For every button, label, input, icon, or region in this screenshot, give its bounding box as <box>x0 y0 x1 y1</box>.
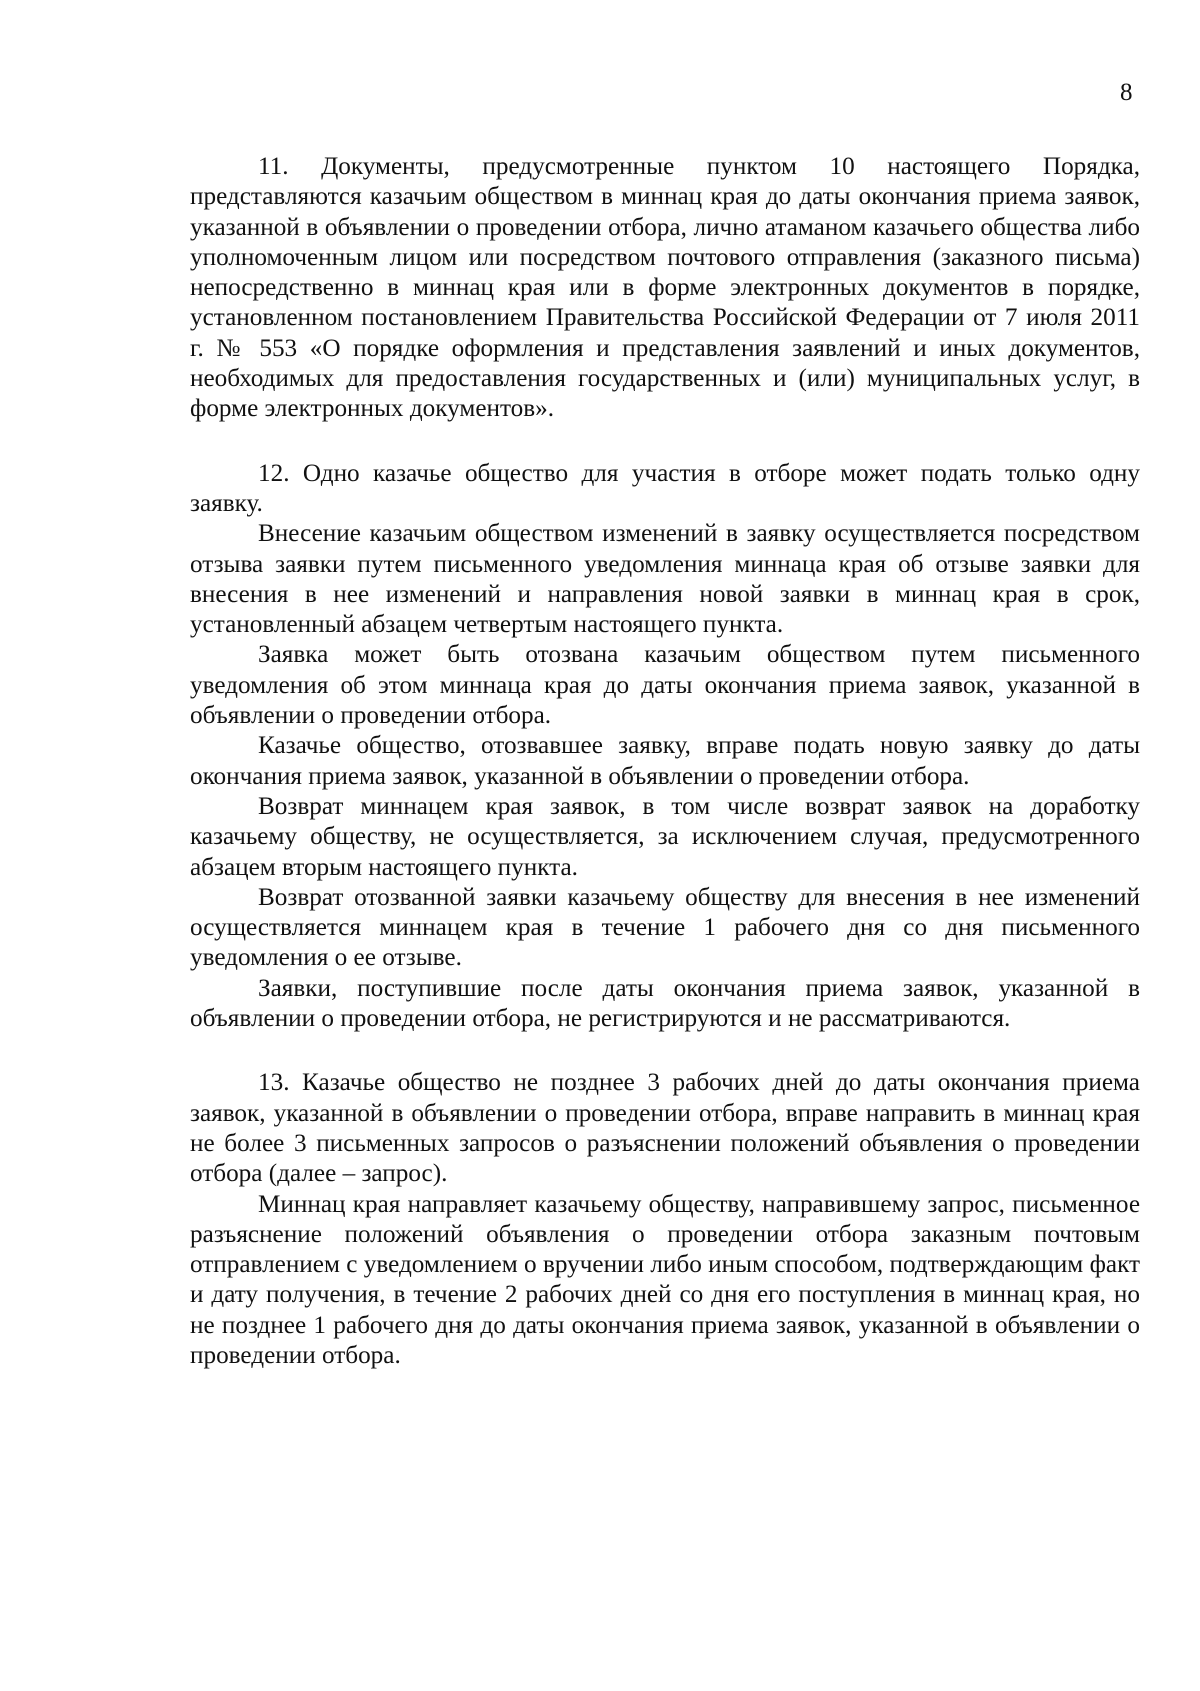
paragraph: Возврат миннацем края заявок, в том числе возврат заявок на доработку казачьему обществу, не осуществляется, за исключением случая, предусмотренного абзацем вторым настоящего пункта. <box>190 792 1140 881</box>
section-item-11 <box>190 152 1140 425</box>
section-item-12 <box>190 459 1140 1035</box>
section-item-13 <box>190 1068 1140 1371</box>
document-body <box>190 152 1140 1371</box>
paragraph: Миннац края направляет казачьему обществу, направившему запрос, письменное разъяснение положений объявления о проведении отбора заказным почтовым отправлением с уведомлением о вручении либо иным способом, подтверждающим факт и дату получения, в течение 2 рабочих дней со дня его поступления в миннац края, но не позднее 1 рабочего дня до даты окончания приема заявок, указанной в объявлении о проведении отбора. <box>190 1190 1140 1369</box>
paragraph: Казачье общество, отозвавшее заявку, вправе подать новую заявку до даты окончания приема заявок, указанной в объявлении о проведении отбора. <box>190 732 1140 790</box>
paragraph: Заявка может быть отозвана казачьим обществом путем письменного уведомления об этом миннаца края до даты окончания приема заявок, указанной в объявлении о проведении отбора. <box>190 641 1140 730</box>
paragraph: 12. Одно казачье общество для участия в отборе может подать только одну заявку. <box>190 459 1140 517</box>
paragraph: Внесение казачьим обществом изменений в заявку осуществляется посредством отзыва заявки путем письменного уведомления миннаца края об отзыве заявки для внесения в нее изменений и направления новой заявки в миннац края в срок, установленный абзацем четвертым настоящего пункта. <box>190 520 1140 639</box>
paragraph: Заявки, поступившие после даты окончания приема заявок, указанной в объявлении о проведении отбора, не регистрируются и не рассматриваются. <box>190 974 1140 1033</box>
paragraph: Возврат отозванной заявки казачьему обществу для внесения в нее изменений осуществляется миннацем края в течение 1 рабочего дня со дня письменного уведомления о ее отзыве. <box>190 883 1140 972</box>
paragraph: 11. Документы, предусмотренные пунктом 10 настоящего Порядка, представляются казачьим обществом в миннац края до даты окончания приема заявок, указанной в объявлении о проведении отбора, лично атаманом казачьего общества либо уполномоченным лицом или посредством почтового отправления (заказного письма) непосредственно в миннац края или в форме электронных документов в порядке, установленном постановлением Правительства Российской Федерации от 7 июля 2011 г. № 553 «О порядке оформления и представления заявлений и иных документов, необходимых для предоставления государственных и (или) муниципальных услуг, в форме электронных документов». <box>190 153 1140 423</box>
paragraph: 13. Казачье общество не позднее 3 рабочих дней до даты окончания приема заявок, указанной в объявлении о проведении отбора, вправе направить в миннац края не более 3 письменных запросов о разъяснении положений объявления о проведении отбора (далее – запрос). <box>190 1069 1140 1188</box>
page-number: 8 <box>1120 79 1133 106</box>
